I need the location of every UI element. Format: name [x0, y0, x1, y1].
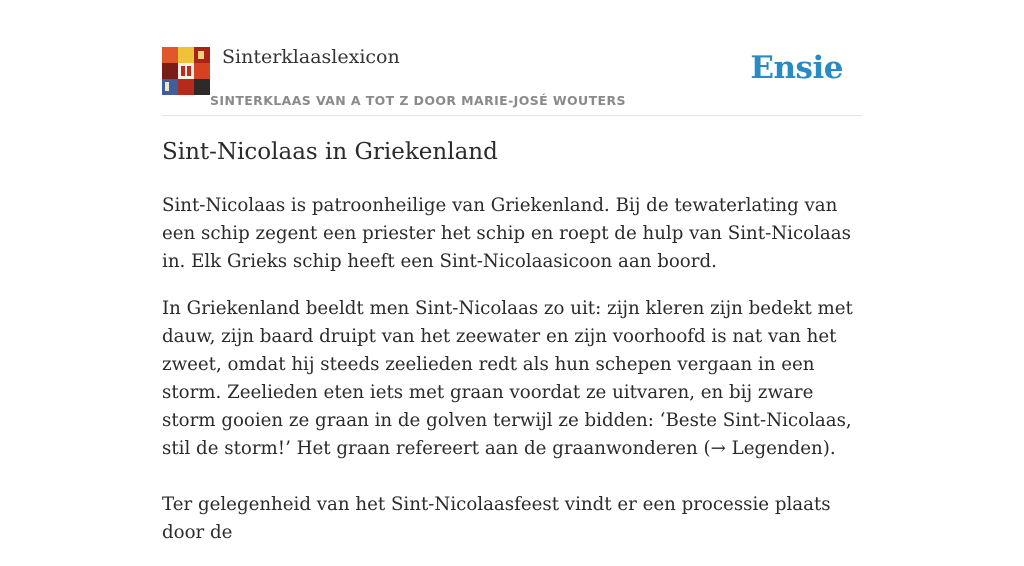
lexicon-avatar[interactable] [162, 47, 210, 95]
avatar-collage-image [162, 47, 210, 95]
ensie-logo[interactable]: Ensie [750, 50, 843, 86]
page [162, 0, 862, 543]
article-title: Sint-Nicolaas in Griekenland [162, 139, 498, 165]
article-paragraph: Ter gelegenheid van het Sint-Nicolaasfeest vindt er een processie plaats door de [162, 494, 831, 543]
article-body [162, 192, 862, 566]
site-title[interactable]: Sinterklaaslexicon [222, 46, 400, 68]
site-header [162, 0, 862, 116]
article-paragraph: In Griekenland beeldt men Sint-Nicolaas zo uit: zijn kleren zijn bedekt met dauw, zijn baard druipt van het zeewater en zijn voorhoofd is nat van het zweet, omdat hij steeds zeelieden redt als hun schepen vergaan in een storm. Zeelieden eten iets met graan voordat ze uitvaren, en bij zware storm gooien ze graan in de golven terwijl ze bidden: ‘Beste Sint-Nicolaas, stil de storm!’ Het graan refereert aan de graanwonderen (→ Legenden). [162, 298, 853, 459]
article-paragraph: Sint-Nicolaas is patroonheilige van Griekenland. Bij de tewaterlating van een schip zegent een priester het schip en roept de hulp van Sint-Nicolaas in. Elk Grieks schip heeft een Sint-Nicolaasicoon aan boord. [162, 195, 851, 272]
site-subtitle: SINTERKLAAS VAN A TOT Z DOOR MARIE-JOSÉ WOUTERS [210, 93, 626, 108]
